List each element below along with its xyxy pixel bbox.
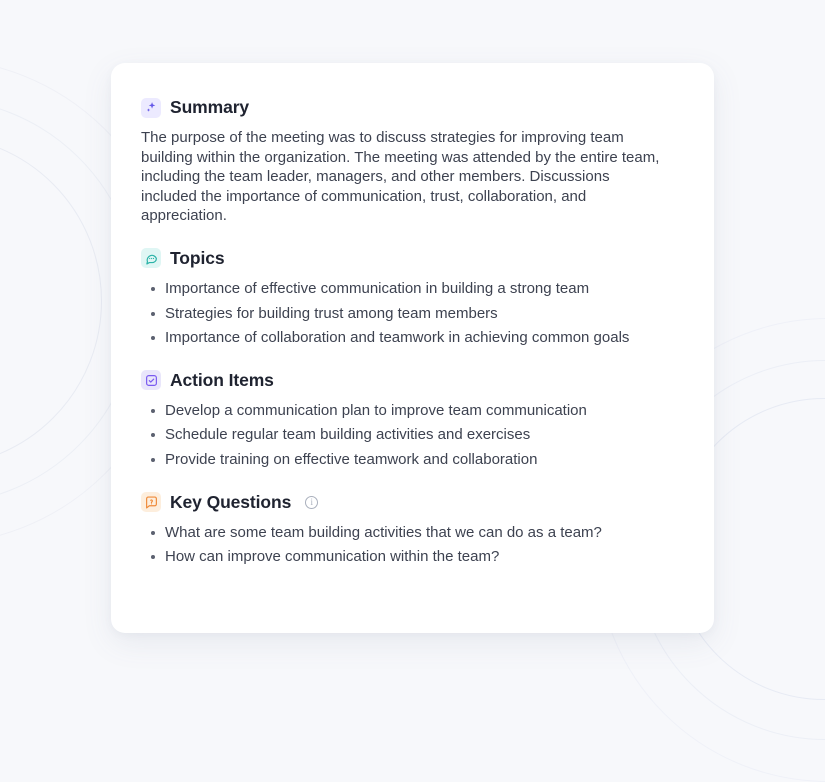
info-icon[interactable]: i: [305, 496, 318, 509]
list-item: Provide training on effective teamwork and collaboration: [141, 450, 684, 470]
key-questions-list: [141, 523, 684, 567]
chat-bubble-icon: [141, 248, 161, 268]
list-item: Schedule regular team building activities and exercises: [141, 425, 684, 445]
section-topics-header: [141, 248, 684, 269]
summary-body-text: The purpose of the meeting was to discuss strategies for improving team building within the organization. The meeting was attended by the entire team, including the team leader, managers, and other members. Discussions included the importance of communication, trust, collaboration, and appreciation.: [141, 129, 660, 225]
action-items-list: [141, 401, 684, 470]
list-item: Strategies for building trust among team members: [141, 304, 684, 324]
section-key-questions-title: Key Questions: [170, 491, 292, 512]
section-topics: [141, 248, 684, 348]
question-bubble-icon: [141, 492, 161, 512]
section-summary: [141, 97, 684, 226]
list-item: Importance of collaboration and teamwork in achieving common goals: [141, 328, 684, 348]
section-key-questions-header: [141, 492, 684, 513]
section-summary-title: Summary: [170, 97, 250, 117]
meeting-notes-card: [111, 63, 714, 633]
section-topics-title: Topics: [170, 247, 225, 268]
section-action-items: [141, 370, 684, 470]
section-summary-header: [141, 97, 684, 118]
checklist-icon: [141, 370, 161, 390]
section-key-questions: [141, 492, 684, 567]
list-item: How can improve communication within the team?: [141, 547, 684, 567]
list-item: Importance of effective communication in building a strong team: [141, 279, 684, 299]
sparkle-icon: [141, 98, 161, 118]
list-item: Develop a communication plan to improve team communication: [141, 401, 684, 421]
section-action-items-header: [141, 370, 684, 391]
list-item: What are some team building activities that we can do as a team?: [141, 523, 684, 543]
topics-list: [141, 279, 684, 348]
section-action-items-title: Action Items: [170, 369, 274, 390]
background-ring-left-1: [0, 135, 102, 467]
